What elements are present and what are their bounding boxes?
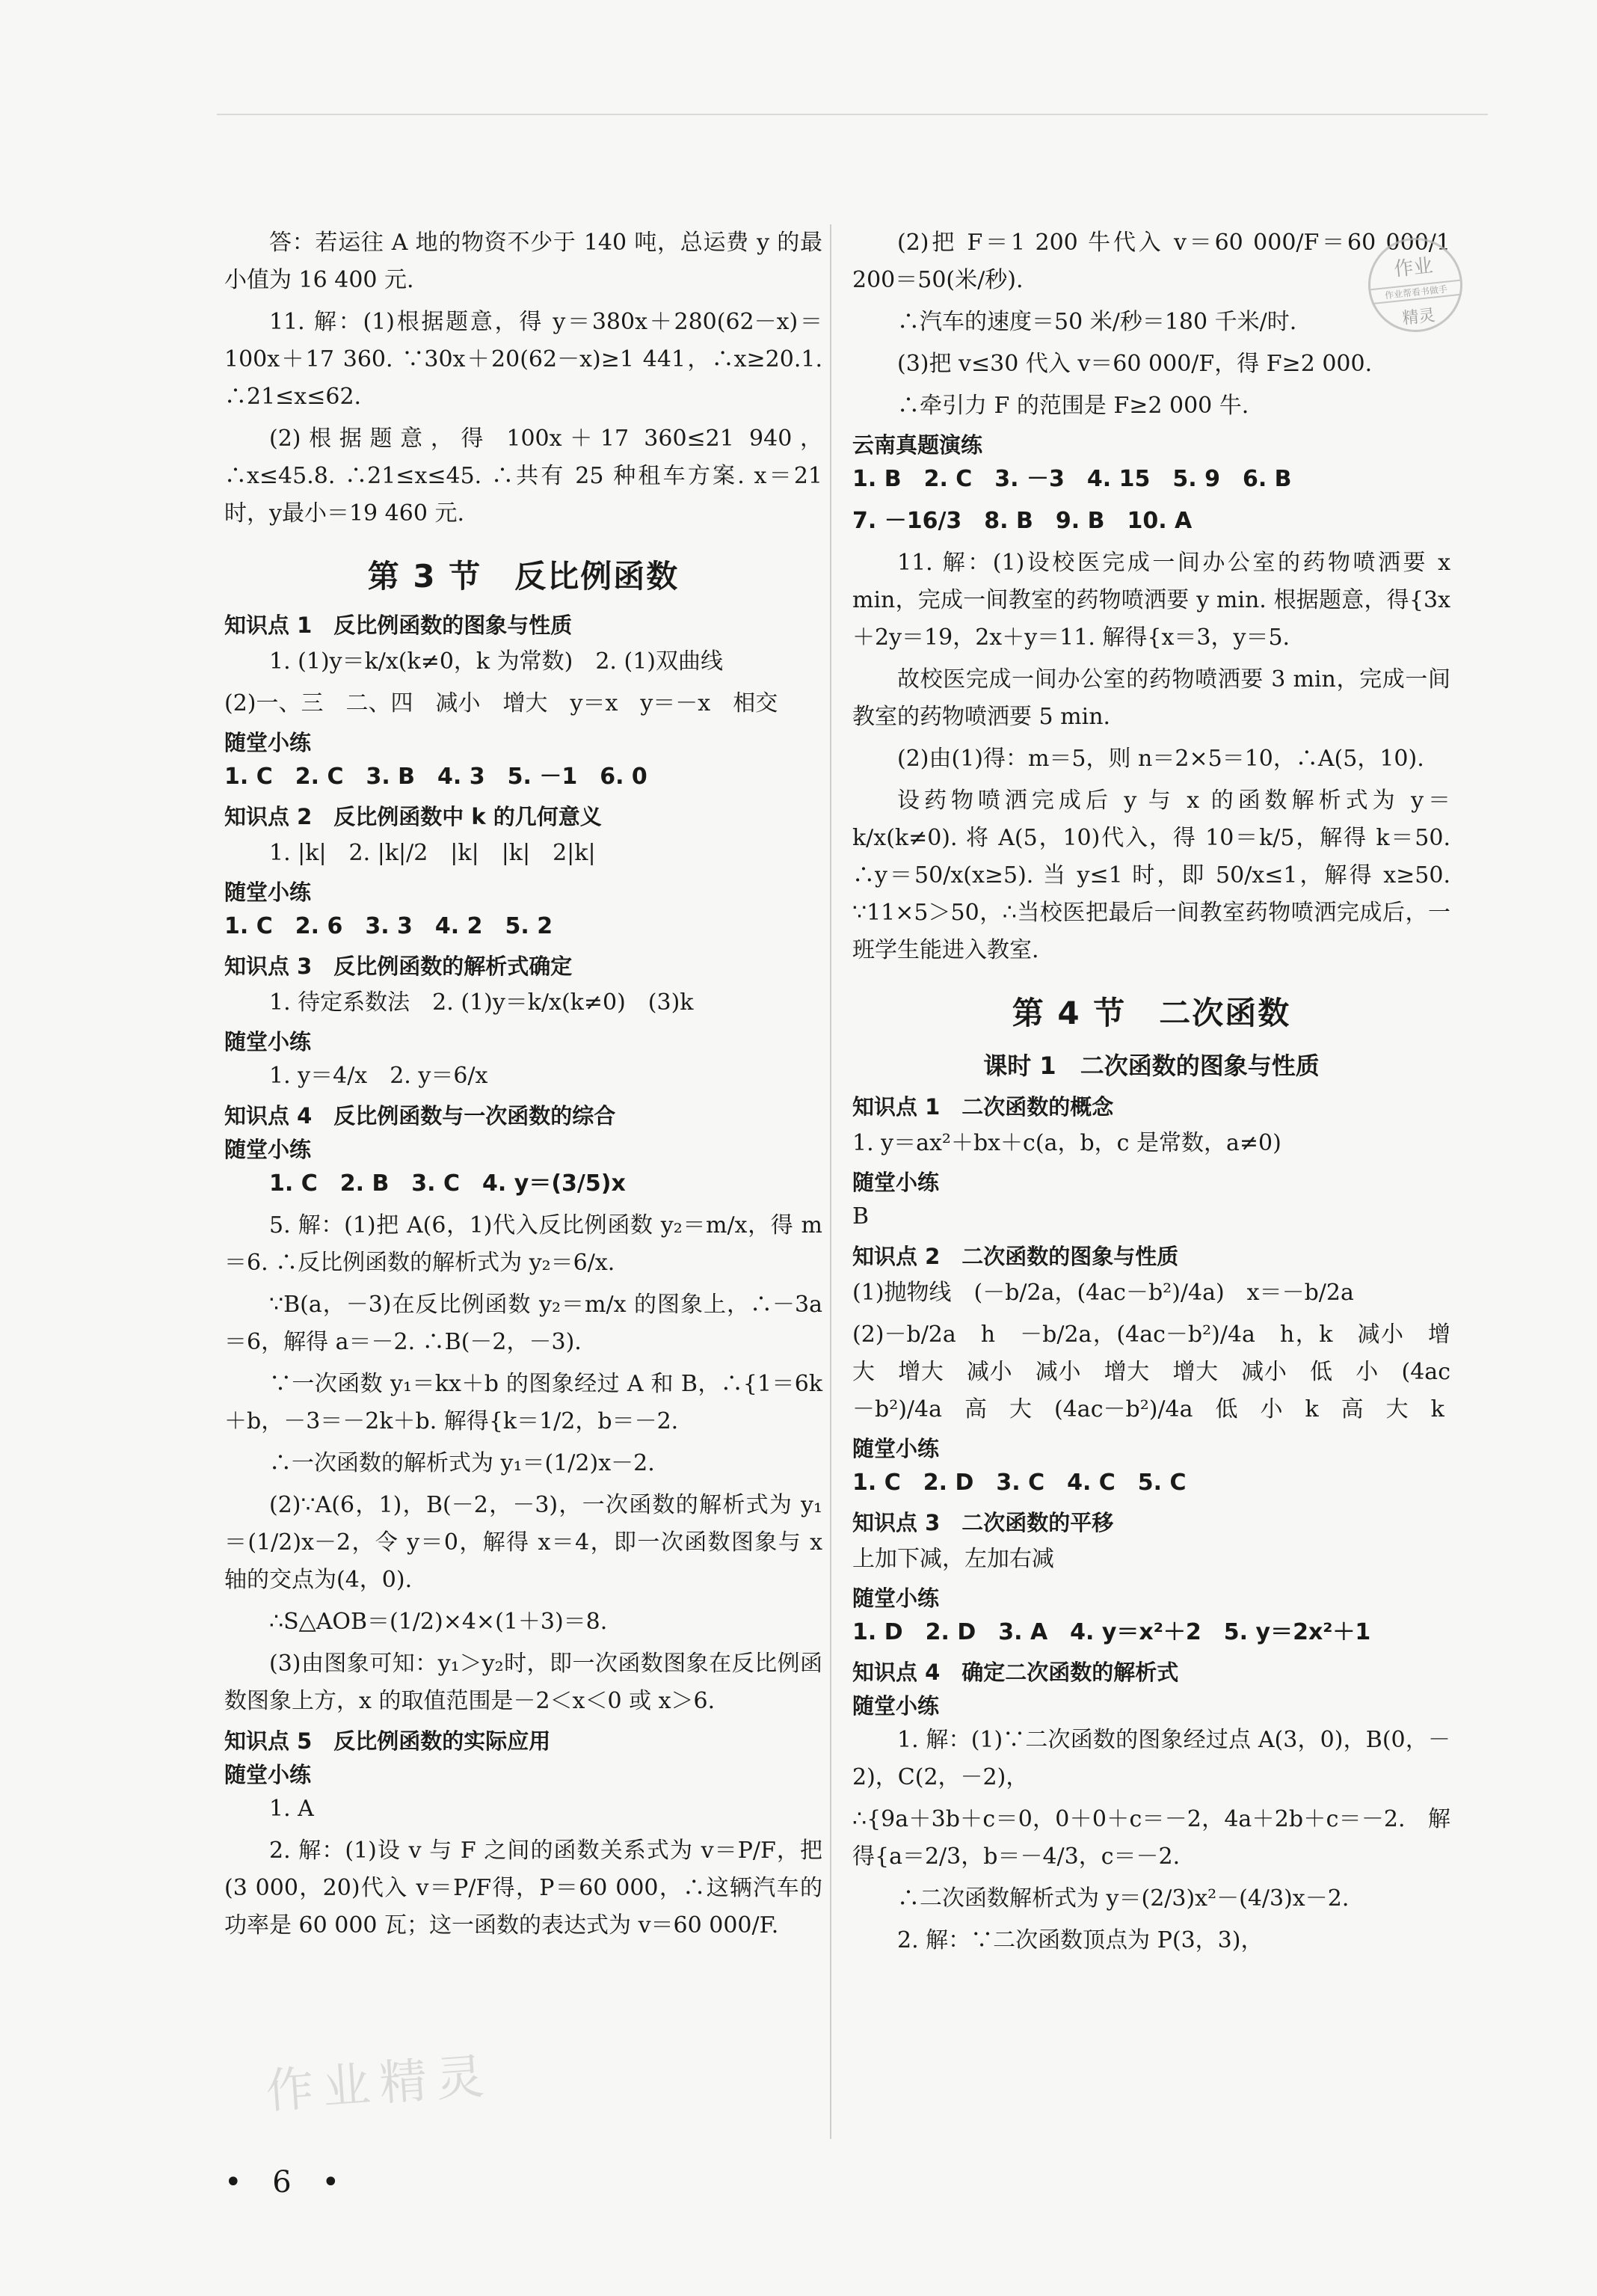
speed-result: ∴汽车的速度＝50 米/秒＝180 千米/时.	[897, 309, 1297, 335]
top-rule	[217, 114, 1488, 115]
kp4-problem-1c: ∴二次函数解析式为 y＝(2/3)x²－(4/3)x－2.	[897, 1885, 1350, 1912]
answer-paragraph: 答：若运往 A 地的物资不少于 140 吨，总运费 y 的最小值为 16 400 元.	[224, 230, 822, 293]
practice-heading: 随堂小练	[224, 1762, 312, 1787]
problem-11-part2: (2)根据题意，得 100x＋17 360≤21 940，∴x≤45.8. ∴21≤x≤45. ∴共有 25 种租车方案. x＝21 时，y最小＝19 460 元.	[224, 426, 830, 527]
kp1-answer: 1. y＝ax²＋bx＋c(a，b，c 是常数，a≠0)	[852, 1130, 1281, 1156]
speed-substitution: (2)把 F＝1 200 牛代入 v＝60 000/F＝60 000/1 200＝50(米/秒).	[852, 230, 1458, 293]
kp3-answer: 上加下减，左加右减	[852, 1546, 1054, 1572]
kp4-problem-5d: ∴一次函数的解析式为 y₁＝(1/2)x－2.	[269, 1450, 655, 1476]
kp4-practice-answers: 1. C 2. B 3. C 4. y＝(3/5)x	[269, 1170, 626, 1197]
problem-11-part1: 11. 解：(1)根据题意，得 y＝380x＋280(62－x)＝100x＋17 360. ∵30x＋20(62－x)≥1 441，∴x≥20.1. ∴21≤x≤62.	[224, 309, 830, 410]
yunnan-11b: 故校医完成一间办公室的药物喷洒要 3 min，完成一间教室的药物喷洒要 5 min.	[852, 666, 1450, 730]
knowledge-point-4: 知识点 4 反比例函数与一次函数的综合	[224, 1103, 616, 1129]
knowledge-point-3: 知识点 3 二次函数的平移	[852, 1510, 1114, 1535]
yunnan-exam-heading: 云南真题演练	[852, 432, 983, 458]
kp5-problem-2: 2. 解：(1)设 v 与 F 之间的函数关系式为 v＝P/F，把(3 000，20)代入 v＝P/F得，P＝60 000，∴这辆汽车的功率是 60 000 瓦；这一函数的表达式为 v＝60 000/F.	[224, 1838, 822, 1939]
force-result: ∴牵引力 F 的范围是 F≥2 000 牛.	[897, 393, 1249, 419]
right-column	[852, 224, 1458, 1964]
practice-heading: 随堂小练	[852, 1693, 940, 1719]
kp2-practice-answers: 1. C 2. 6 3. 3 4. 2 5. 2	[224, 913, 553, 939]
knowledge-point-3: 知识点 3 反比例函数的解析式确定	[224, 954, 573, 979]
kp3-practice-answers: 1. y＝4/x 2. y＝6/x	[269, 1063, 488, 1089]
kp3-practice-answers: 1. D 2. D 3. A 4. y＝x²＋2 5. y＝2x²＋1	[852, 1619, 1371, 1645]
knowledge-point-1: 知识点 1 二次函数的概念	[852, 1094, 1114, 1120]
kp1-answer-a: 1. (1)y＝k/x(k≠0，k 为常数) 2. (1)双曲线	[269, 648, 723, 675]
column-divider	[830, 224, 831, 2139]
yunnan-11d: 设药物喷洒完成后 y 与 x 的函数解析式为 y＝k/x(k≠0). 将 A(5，10)代入，得 10＝k/5，解得 k＝50. ∴y＝50/x(x≥5). 当 y≤1 时，即 50/x≤1，解得 x≥50. ∵11×5＞50，∴当校医把最后一间教室药物喷洒完成后，一班学生能进入教室.	[852, 788, 1458, 963]
practice-heading: 随堂小练	[224, 1137, 312, 1162]
knowledge-point-4: 知识点 4 确定二次函数的解析式	[852, 1660, 1179, 1685]
lesson-1-title: 课时 1 二次函数的图象与性质	[983, 1052, 1320, 1080]
yunnan-answers-2: 7. －16/3 8. B 9. B 10. A	[852, 508, 1193, 534]
kp4-problem-5e: (2)∵A(6，1)，B(－2，－3)，一次函数的解析式为 y₁＝(1/2)x－2，令 y＝0，解得 x＝4，即一次函数图象与 x 轴的交点为(4，0).	[224, 1492, 830, 1593]
force-substitution: (3)把 v≤30 代入 v＝60 000/F，得 F≥2 000.	[897, 351, 1373, 377]
practice-heading: 随堂小练	[852, 1170, 940, 1195]
page-number: • 6 •	[224, 2165, 351, 2200]
kp1-answer-b: (2)一、三 二、四 减小 增大 y＝x y＝－x 相交	[224, 690, 778, 716]
kp4-problem-5g: (3)由图象可知：y₁＞y₂时，即一次函数图象在反比例函数图象上方，x 的取值范围是－2＜x＜0 或 x＞6.	[224, 1651, 822, 1714]
kp2-practice-answers: 1. C 2. D 3. C 4. C 5. C	[852, 1470, 1187, 1496]
yunnan-11a: 11. 解：(1)设校医完成一间办公室的药物喷洒要 x min，完成一间教室的药物喷洒要 y min. 根据题意，得{3x＋2y＝19，2x＋y＝11. 解得{x＝3，y＝5.	[852, 550, 1458, 651]
stamp-bottom-text: 精灵	[1401, 306, 1436, 328]
yunnan-answers-1: 1. B 2. C 3. －3 4. 15 5. 9 6. B	[852, 466, 1292, 492]
left-column	[224, 224, 830, 1949]
knowledge-point-2: 知识点 2 反比例函数中 k 的几何意义	[224, 804, 602, 829]
yunnan-11c: (2)由(1)得：m＝5，则 n＝2×5＝10，∴A(5，10).	[897, 746, 1424, 772]
kp4-problem-2: 2. 解：∵二次函数顶点为 P(3，3)，	[897, 1927, 1264, 1953]
knowledge-point-5: 知识点 5 反比例函数的实际应用	[224, 1728, 551, 1754]
kp2-answer-b: (2)－b/2a h －b/2a，(4ac－b²)/4a h，k 减小 增大 增大 减小 减小 增大 增大 减小 低 小 (4ac－b²)/4a 高 大 (4ac－b²)/4a 低 小 k 高 大 k	[852, 1322, 1450, 1422]
kp4-problem-5f: ∴S△AOB＝(1/2)×4×(1＋3)＝8.	[269, 1609, 608, 1635]
kp4-problem-1a: 1. 解：(1)∵二次函数的图象经过点 A(3，0)，B(0，－2)，C(2，－2)，	[852, 1727, 1450, 1790]
knowledge-point-2: 知识点 2 二次函数的图象与性质	[852, 1244, 1179, 1269]
practice-heading: 随堂小练	[852, 1586, 940, 1611]
section-3-title: 第 3 节 反比例函数	[367, 558, 680, 595]
knowledge-point-1: 知识点 1 反比例函数的图象与性质	[224, 613, 573, 638]
practice-heading: 随堂小练	[852, 1436, 940, 1461]
kp2-answer-a: (1)抛物线 (－b/2a，(4ac－b²)/4a) x＝－b/2a	[852, 1280, 1354, 1306]
kp5-practice-answers: 1. A	[269, 1796, 314, 1822]
practice-heading: 随堂小练	[224, 1029, 312, 1055]
kp4-problem-5b: ∵B(a，－3)在反比例函数 y₂＝m/x 的图象上，∴－3a＝6，解得 a＝－2. ∴B(－2，－3).	[224, 1292, 822, 1355]
kp4-problem-1b: ∴{9a＋3b＋c＝0，0＋0＋c＝－2，4a＋2b＋c＝－2. 解得{a＝2/3，b＝－4/3，c＝－2.	[852, 1806, 1450, 1870]
kp2-answer: 1. |k| 2. |k|/2 |k| |k| 2|k|	[269, 840, 596, 866]
kp1-practice-answer: B	[852, 1203, 870, 1230]
kp3-answer: 1. 待定系数法 2. (1)y＝k/x(k≠0) (3)k	[269, 989, 694, 1016]
kp4-problem-5a: 5. 解：(1)把 A(6，1)代入反比例函数 y₂＝m/x，得 m＝6. ∴反比例函数的解析式为 y₂＝6/x.	[224, 1212, 822, 1276]
practice-heading: 随堂小练	[224, 730, 312, 755]
stamp-middle-text: 作业帮看书做手	[1370, 280, 1462, 304]
kp4-problem-5c: ∵一次函数 y₁＝kx＋b 的图象经过 A 和 B，∴{1＝6k＋b，－3＝－2k＋b. 解得{k＝1/2，b＝－2.	[224, 1371, 822, 1434]
kp1-practice-answers: 1. C 2. C 3. B 4. 3 5. －1 6. 0	[224, 764, 647, 790]
watermark: 作业精灵	[264, 2048, 495, 2120]
practice-heading: 随堂小练	[224, 880, 312, 905]
section-4-title: 第 4 节 二次函数	[1012, 995, 1291, 1031]
stamp-top-text: 作业	[1393, 254, 1435, 281]
